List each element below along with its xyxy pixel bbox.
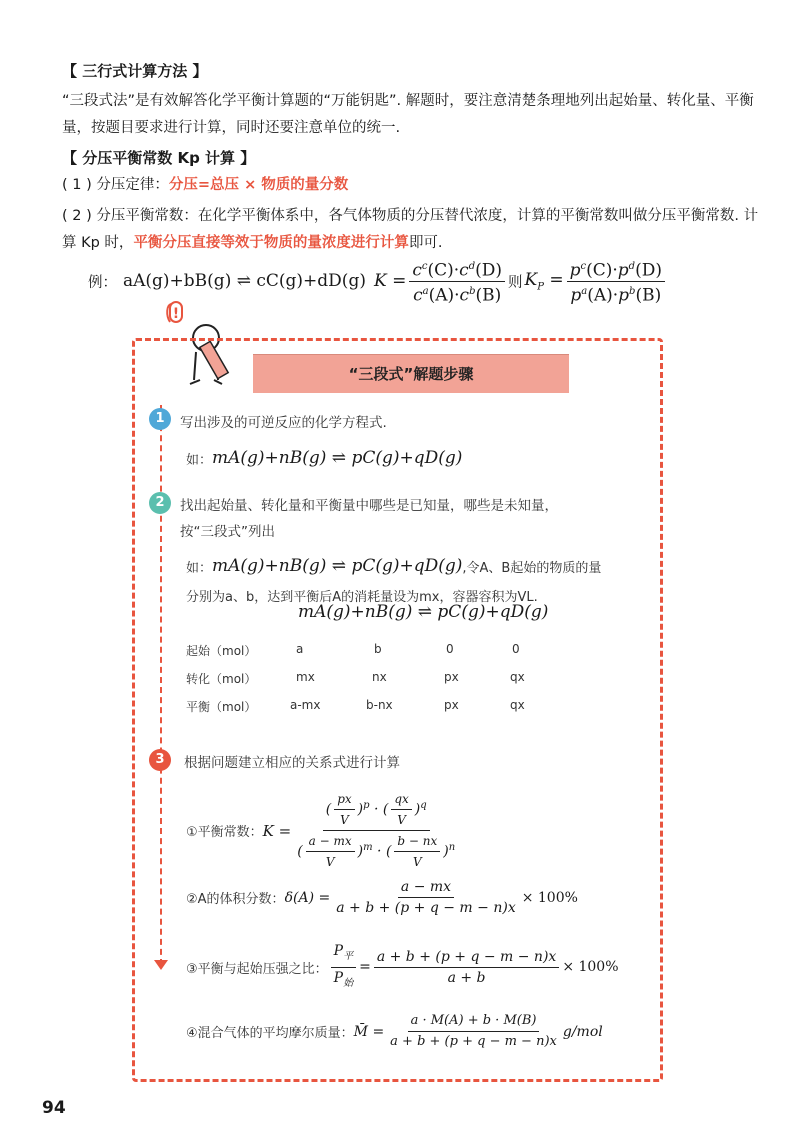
step-3-text: 根据问题建立相应的关系式进行计算 [184, 755, 400, 771]
formula-3-label: ③平衡与起始压强之比： [186, 961, 328, 977]
formula-4: ④混合气体的平均摩尔质量： M̄ = $\frac{a \cdot M(A) + b \cdot M(B)}{a + b + (p + q - m - n)x}$ g/mol [186, 1013, 603, 1049]
step-1-eg-label: 如： [186, 452, 213, 468]
formula-4-label: ④混合气体的平均摩尔质量： [186, 1026, 354, 1041]
kp-item-2 [62, 203, 762, 257]
table-row-eq-label: 平衡（mol） [186, 700, 257, 714]
table-cell: b-nx [366, 698, 393, 712]
section-title-kp: 【 分压平衡常数 Kp 计算 】 [62, 149, 256, 167]
step-2-example [186, 556, 601, 576]
step-3-badge: 3 [149, 749, 171, 771]
svg-text:!: ! [172, 306, 180, 322]
formula-2-label: ②A的体积分数： [186, 892, 285, 907]
table-cell: qx [510, 670, 525, 684]
timeline-line [160, 405, 162, 965]
formula-1: ①平衡常数： K = ( $\frac{px}{V}$ )$^p$ · ( $\frac{qx}{V}$ )$^q$ ( $\frac{a - mx}{V}$ )$^m$ · ( $\frac{b - nx}{V}$ )$^n$ [186, 790, 461, 871]
step-2-desc-1: ,令A、B起始的物质的量 [462, 560, 602, 576]
page-number: 94 [42, 1098, 66, 1118]
formula-2-fraction: $\frac{a - mx}{a + b + (p + q - m - n)x}$ [336, 879, 516, 916]
step-2-equation-center: mA(g)+nB(g) ⇌ pC(g)+qD(g) [298, 602, 549, 622]
table-cell: qx [510, 698, 525, 712]
table-cell: 0 [512, 642, 520, 656]
kp-item-2-highlight: 平衡分压直接等效于物质的量浓度进行计算 [133, 235, 409, 251]
section-paragraph: “三段式法”是有效解答化学平衡计算题的“万能钥匙”. 解题时，要注意清楚条理地列出起始量、转化量、平衡量，按题目要求进行计算，同时还要注意单位的统一. [62, 93, 754, 136]
example-label: 例： [88, 274, 117, 291]
table-cell: px [444, 670, 459, 684]
step-1-example [186, 448, 462, 468]
kp-item-1 [62, 172, 762, 199]
example-line [88, 258, 668, 304]
step-2-equation: mA(g)+nB(g) ⇌ pC(g)+qD(g) [212, 556, 463, 576]
formula-3-ratio: $\frac{P_平}{P_始}$ [331, 942, 356, 993]
formula-3: ③平衡与起始压强之比： $\frac{P_平}{P_始}$ = $\frac{a + b + (p + q - m - n)x}{a + b}$ × 100% [186, 942, 619, 993]
arrow-down-icon [154, 960, 168, 970]
then-word: 则 [508, 274, 523, 291]
kp-item-1-highlight: 分压=总压 × 物质的量分数 [168, 177, 349, 193]
step-2-desc-2: 分别为a、b，达到平衡后A的消耗量设为mx，容器容积为VL. [186, 590, 538, 605]
step-1-text: 写出涉及的可逆反应的化学方程式. [180, 415, 387, 431]
example-equation: aA(g)+bB(g) ⇌ cC(g)+dD(g) [123, 271, 366, 292]
table-cell: b [374, 642, 382, 656]
step-1-equation: mA(g)+nB(g) ⇌ pC(g)+qD(g) [212, 448, 463, 468]
k-fraction: $\frac{c^c(C)\cdot c^d(D)}{c^a(A)\cdot c^b(B)}$ [409, 258, 505, 304]
kp-item-1-prefix: ( 1 ) 分压定律： [62, 177, 169, 193]
formula-1-label: ①平衡常数： [186, 825, 263, 840]
formula-3-fraction: $\frac{a + b + (p + q - m - n)x}{a + b}$ [374, 948, 560, 987]
table-cell: 0 [446, 642, 454, 656]
table-row-change-label: 转化（mol） [186, 672, 257, 686]
section-title-three-line: 【 三行式计算方法 】 [62, 62, 208, 80]
kp-item-2-prefix: ( 2 ) 分压平衡常数：在化学平衡体系中，各气体物质的分压替代浓度，计算的平衡常数叫做分压平衡常数. 计算 Kp 时， [62, 208, 759, 251]
formula-1-fraction: ( $\frac{px}{V}$ )$^p$ · ( $\frac{qx}{V}$ )$^q$ ( $\frac{a - mx}{V}$ )$^m$ · ( $\frac{b - nx}{V}$ )$^n$ [297, 792, 456, 869]
step-2-text-1: 找出起始量、转化量和平衡量中哪些是已知量，哪些是未知量， [180, 498, 558, 514]
formula-2: ②A的体积分数： δ(A) = $\frac{a - mx}{a + b + (p + q - m - n)x}$ × 100% [186, 879, 578, 916]
step-2-eg-label: 如： [186, 560, 213, 576]
kp-fraction: $\frac{p^c(C)\cdot p^d(D)}{p^a(A)\cdot p^b(B)}$ [567, 258, 665, 304]
table-row-start-label: 起始（mol） [186, 644, 257, 658]
table-cell: a [296, 642, 304, 656]
table-cell: mx [296, 670, 315, 684]
table-cell: px [444, 698, 459, 712]
step-2-text-2: 按“三段式”列出 [180, 524, 275, 540]
kp-item-2-suffix: 即可. [408, 235, 443, 251]
table-cell: a-mx [290, 698, 321, 712]
step-2-badge: 2 [149, 492, 171, 514]
kp-symbol: $K_P$ = [524, 269, 564, 293]
step-1-badge: 1 [149, 408, 171, 430]
k-symbol: K = [373, 271, 407, 292]
steps-banner: “三段式”解题步骤 [253, 354, 569, 393]
table-cell: nx [372, 670, 387, 684]
formula-4-fraction: $\frac{a \cdot M(A) + b \cdot M(B)}{a + b + (p + q - m - n)x}$ [390, 1013, 557, 1049]
